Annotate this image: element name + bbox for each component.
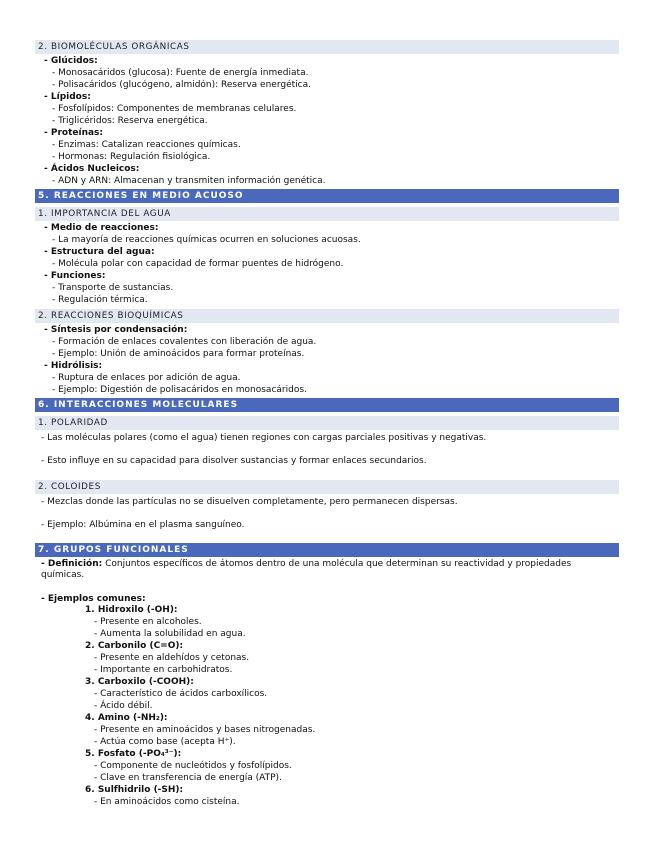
medio-item-1: - La mayoría de reacciones químicas ocurren en soluciones acuosas. <box>52 235 361 245</box>
ejemplos-title: - Ejemplos comunes: <box>41 594 146 604</box>
amino-item-1: - Presente en aminoácidos y bases nitrogenadas. <box>94 725 316 735</box>
lipidos-title: - Lípidos: <box>44 92 91 102</box>
proteinas-item-2: - Hormonas: Regulación fisiológica. <box>52 152 211 162</box>
sulfhidrilo-item-1: - En aminoácidos como cisteína. <box>94 797 240 807</box>
hidroxilo-item-1: - Presente en alcoholes. <box>94 617 202 627</box>
subsection-header-coloides: 2. COLOIDES <box>35 480 619 494</box>
estructura-item-1: - Molécula polar con capacidad de formar puentes de hidrógeno. <box>52 259 344 269</box>
hidrolisis-item-2: - Ejemplo: Digestión de polisacáridos en monosacáridos. <box>52 385 307 395</box>
coloides-item-1: - Mezclas donde las partículas no se disuelven completamente, pero permanecen dispersas. <box>41 497 458 507</box>
proteinas-title: - Proteínas: <box>44 128 104 138</box>
sintesis-item-2: - Ejemplo: Unión de aminoácidos para formar proteínas. <box>52 349 305 359</box>
definicion-text: Conjuntos específicos de átomos dentro de una molécula que determinan su reactividad y propiedades químicas. <box>41 559 572 580</box>
hidrolisis-title: - Hidrólisis: <box>44 361 103 371</box>
proteinas-item-1: - Enzimas: Catalizan reacciones químicas. <box>52 140 241 150</box>
hidrolisis-item-1: - Ruptura de enlaces por adición de agua. <box>52 373 241 383</box>
definicion-paragraph <box>41 559 611 581</box>
sintesis-item-1: - Formación de enlaces covalentes con liberación de agua. <box>52 337 317 347</box>
glucidos-title: - Glúcidos: <box>44 56 98 66</box>
coloides-item-2: - Ejemplo: Albúmina en el plasma sanguíneo. <box>41 520 245 530</box>
lipidos-item-2: - Triglicéridos: Reserva energética. <box>52 116 208 126</box>
glucidos-item-2: - Polisacáridos (glucógeno, almidón): Reserva energética. <box>52 80 311 90</box>
funciones-item-2: - Regulación térmica. <box>52 295 148 305</box>
hidroxilo-item-2: - Aumenta la solubilidad en agua. <box>94 629 246 639</box>
grupo-carbonilo: 2. Carbonilo (C=O): <box>85 641 184 651</box>
funciones-item-1: - Transporte de sustancias. <box>52 283 174 293</box>
sintesis-title: - Síntesis por condensación: <box>44 325 188 335</box>
estructura-title: - Estructura del agua: <box>44 247 155 257</box>
grupo-sulfhidrilo: 6. Sulfhidrilo (-SH): <box>85 785 184 795</box>
section-header-biomoleculas: 2. BIOMOLÉCULAS ORGÁNICAS <box>35 40 619 54</box>
acidos-title: - Ácidos Nucleicos: <box>44 164 140 174</box>
section-header-reacciones: 5. REACCIONES EN MEDIO ACUOSO <box>35 189 619 203</box>
subsection-header-polaridad: 1. POLARIDAD <box>35 416 619 430</box>
carboxilo-item-1: - Característico de ácidos carboxílicos. <box>94 689 268 699</box>
carbonilo-item-2: - Importante en carbohidratos. <box>94 665 233 675</box>
polaridad-item-2: - Esto influye en su capacidad para disolver sustancias y formar enlaces secundarios. <box>41 456 427 466</box>
glucidos-item-1: - Monosacáridos (glucosa): Fuente de energía inmediata. <box>52 68 309 78</box>
grupo-fosfato: 5. Fosfato (-PO₄³⁻): <box>85 749 182 759</box>
section-header-interacciones: 6. INTERACCIONES MOLECULARES <box>35 398 619 412</box>
section-header-grupos: 7. GRUPOS FUNCIONALES <box>35 543 619 557</box>
fosfato-item-2: - Clave en transferencia de energía (ATP). <box>94 773 282 783</box>
acidos-item-1: - ADN y ARN: Almacenan y transmiten información genética. <box>52 176 326 186</box>
grupo-amino: 4. Amino (-NH₂): <box>85 713 168 723</box>
funciones-title: - Funciones: <box>44 271 106 281</box>
carboxilo-item-2: - Ácido débil. <box>94 701 153 711</box>
subsection-header-bioquimicas: 2. REACCIONES BIOQUÍMICAS <box>35 309 619 323</box>
lipidos-item-1: - Fosfolípidos: Componentes de membranas celulares. <box>52 104 297 114</box>
subsection-header-agua: 1. IMPORTANCIA DEL AGUA <box>35 207 619 221</box>
fosfato-item-1: - Componente de nucleótidos y fosfolípidos. <box>94 761 292 771</box>
medio-title: - Medio de reacciones: <box>44 223 159 233</box>
definicion-label: - Definición: <box>41 559 103 569</box>
grupo-hidroxilo: 1. Hidroxilo (-OH): <box>85 605 178 615</box>
carbonilo-item-1: - Presente en aldehídos y cetonas. <box>94 653 250 663</box>
polaridad-item-1: - Las moléculas polares (como el agua) tienen regiones con cargas parciales positivas y negativas. <box>41 433 487 443</box>
grupo-carboxilo: 3. Carboxilo (-COOH): <box>85 677 194 687</box>
amino-item-2: - Actúa como base (acepta H⁺). <box>94 737 236 747</box>
